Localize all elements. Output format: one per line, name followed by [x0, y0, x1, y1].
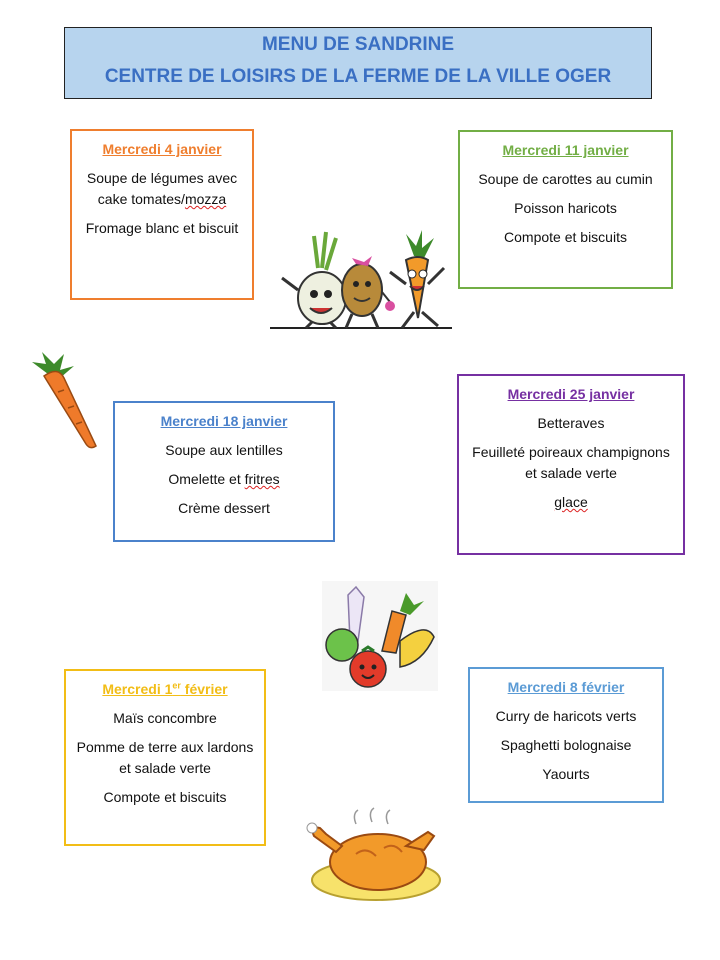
menu-box-4-janvier — [70, 129, 254, 300]
menu-dish: Spaghetti bolognaise — [500, 737, 632, 753]
menu-day-title: Mercredi 25 janvier — [507, 386, 635, 402]
menu-box-8-fevrier — [468, 667, 664, 803]
menu-box-1er-fevrier — [64, 669, 266, 846]
menu-box-18-janvier — [113, 401, 335, 542]
menu-dish: Soupe de légumes avec cake tomates/mozza — [86, 170, 238, 207]
roast-chicken-icon — [306, 806, 448, 906]
carrot-icon — [28, 352, 100, 450]
menu-dish: Feuilleté poireaux champignons et salade verte — [472, 444, 670, 481]
dish-text: Omelette et — [168, 471, 245, 487]
dish-text-underlined: fritres — [244, 471, 280, 487]
menu-day-title: Mercredi 8 février — [507, 679, 625, 695]
menu-box-25-janvier — [457, 374, 685, 555]
menu-dish: Soupe de carottes au cumin — [478, 171, 653, 187]
menu-dish: Maïs concombre — [113, 710, 217, 726]
menu-dish: Fromage blanc et biscuit — [85, 220, 239, 236]
menu-subtitle: CENTRE DE LOISIRS DE LA FERME DE LA VILLE OGER — [104, 66, 612, 87]
menu-dish: glace — [554, 494, 588, 510]
menu-dish: Yaourts — [542, 766, 590, 782]
menu-dish: Curry de haricots verts — [495, 708, 637, 724]
menu-dish: Poisson haricots — [514, 200, 617, 216]
menu-dish — [125, 469, 323, 490]
menu-day-title: Mercredi 4 janvier — [102, 141, 222, 157]
menu-dish: Compote et biscuits — [103, 789, 227, 805]
menu-title: MENU DE SANDRINE — [261, 34, 455, 55]
menu-dish: Compote et biscuits — [504, 229, 627, 245]
menu-dish: Pomme de terre aux lardons et salade verte — [76, 739, 254, 776]
menu-dish: Soupe aux lentilles — [165, 442, 283, 458]
menu-box-11-janvier — [458, 130, 673, 289]
fruit-vegetable-group-icon — [322, 581, 438, 691]
vegetable-characters-icon — [266, 228, 456, 332]
menu-day-title: Mercredi 1er février — [102, 680, 228, 697]
menu-header — [64, 27, 652, 99]
menu-dish: Betteraves — [537, 415, 605, 431]
menu-day-title: Mercredi 11 janvier — [502, 142, 629, 158]
menu-day-title: Mercredi 18 janvier — [160, 413, 288, 429]
menu-dish: Crème dessert — [178, 500, 270, 516]
